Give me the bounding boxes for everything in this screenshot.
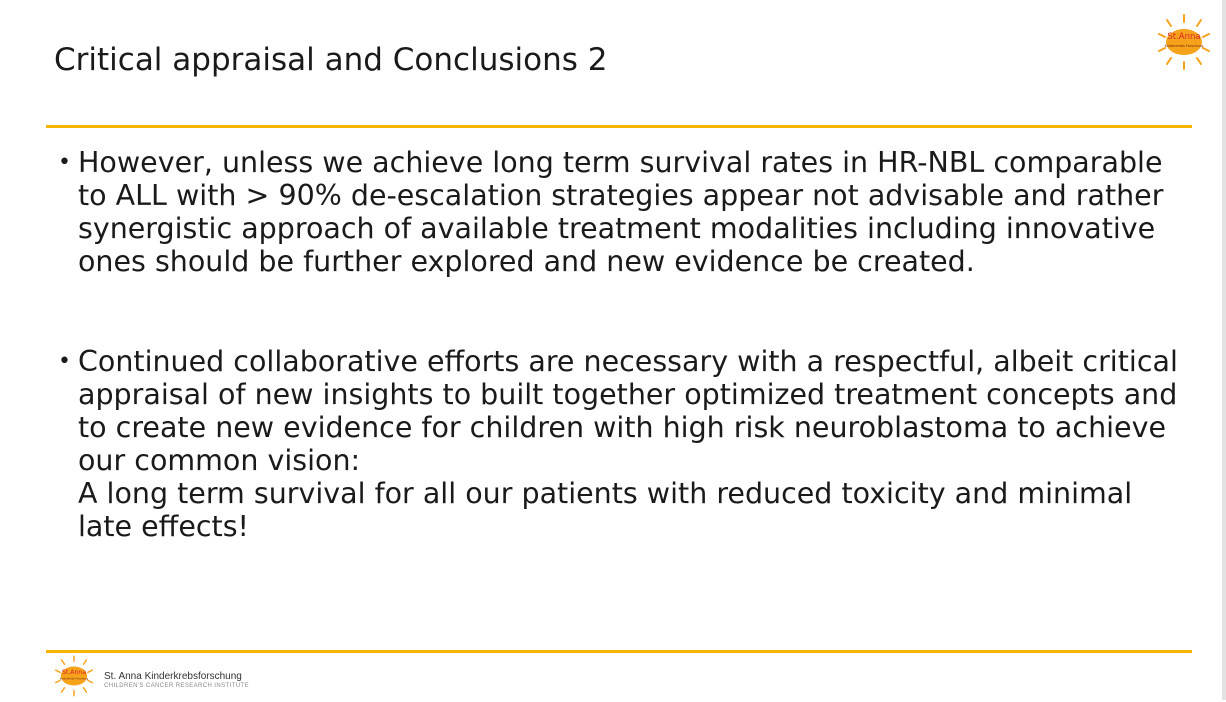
svg-text:St.Anna: St.Anna bbox=[61, 668, 87, 676]
footer-organization: St. Anna Kinderkrebsforschung bbox=[104, 671, 242, 682]
window-edge bbox=[1222, 0, 1226, 700]
footer-divider bbox=[46, 650, 1192, 653]
footer-logo-icon bbox=[52, 654, 96, 698]
header-divider bbox=[46, 125, 1192, 128]
slide-title: Critical appraisal and Conclusions 2 bbox=[54, 42, 608, 78]
bullet-text: • Continued collaborative efforts are necessary with a respectful, albeit critical appraisal of new insights to built together optimized treatment concepts and to create new evidence for children with high risk neuroblastoma to achieve our common vision: bbox=[78, 345, 1178, 477]
svg-text:Kinderkrebs Forschung: Kinderkrebs Forschung bbox=[1164, 44, 1204, 48]
svg-text:Kinderkrebs Forschung: Kinderkrebs Forschung bbox=[59, 677, 89, 681]
bullet-item bbox=[58, 345, 1188, 543]
bullet-continuation: A long term survival for all our patients with reduced toxicity and minimal late effects! bbox=[78, 477, 1133, 543]
st-anna-logo-icon bbox=[1154, 12, 1214, 72]
footer-subtitle: CHILDREN'S CANCER RESEARCH INSTITUTE bbox=[104, 683, 249, 689]
svg-text:St.Anna: St.Anna bbox=[1167, 32, 1201, 42]
bullet-text: • However, unless we achieve long term survival rates in HR-NBL comparable to ALL with > 90% de-escalation strategies appear not advisable and rather synergistic approach of available treatment modalities including innovative ones should be further explored and new evidence be created. bbox=[78, 146, 1164, 278]
bullet-item bbox=[58, 146, 1188, 278]
bullet-list bbox=[58, 146, 1188, 543]
